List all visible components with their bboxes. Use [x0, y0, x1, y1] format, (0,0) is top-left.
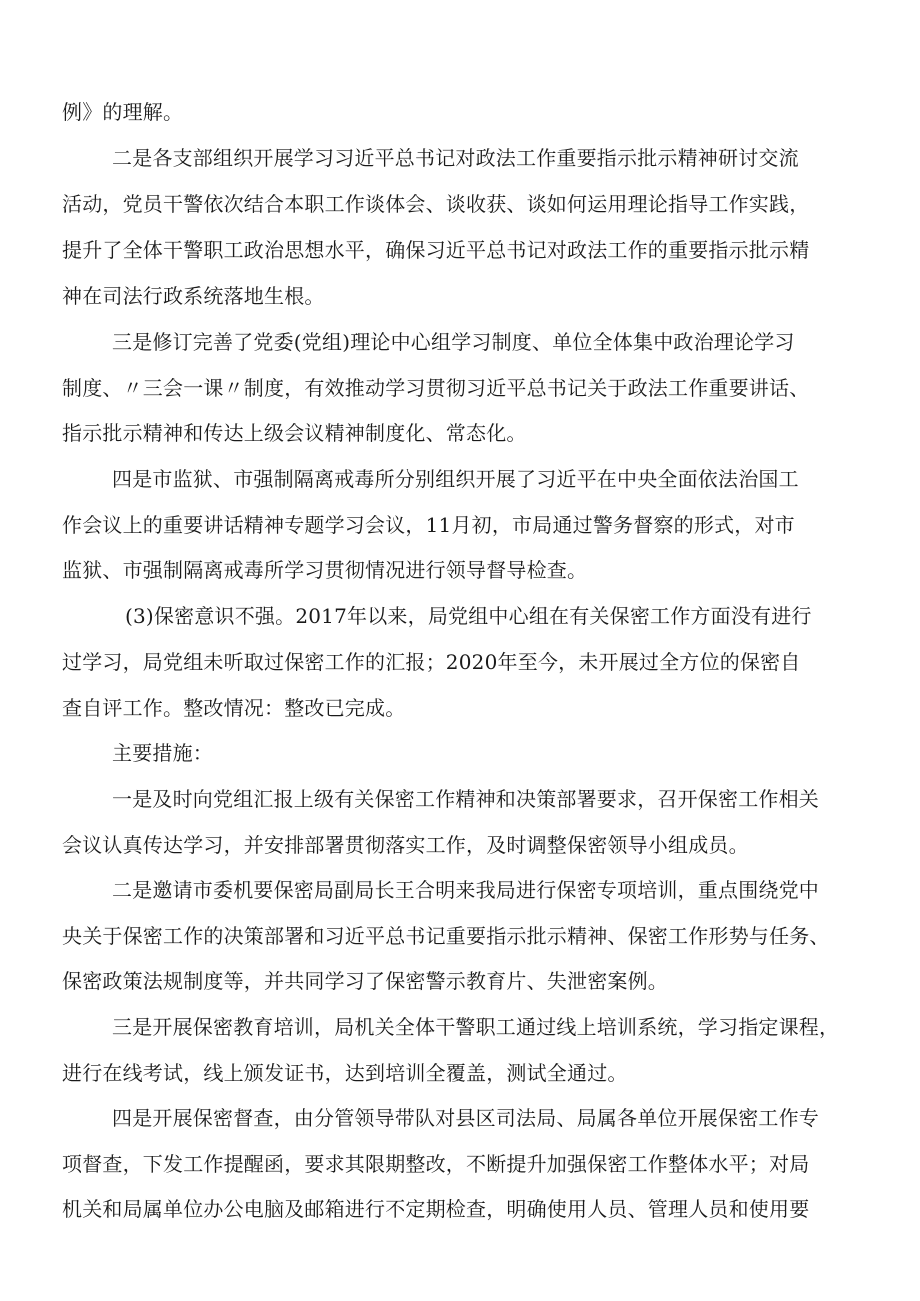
text-line: 四是市监狱、市强制隔离戒毒所分别组织开展了习近平在中央全面依法治国工 — [112, 467, 799, 491]
text-line: 主要措施： — [112, 741, 213, 765]
text-line: 指示批示精神和传达上级会议精神制度化、常态化。 — [62, 421, 527, 445]
text-line: 三是修订完善了党委(党组)理论中心组学习制度、单位全体集中政治理论学习 — [112, 330, 795, 354]
text-line: 二是邀请市委机要保密局副局长王合明来我局进行保密专项培训，重点围绕党中 — [112, 878, 819, 902]
text-line: 监狱、市强制隔离戒毒所学习贯彻情况进行领导督导检查。 — [62, 558, 588, 582]
text-line: (3)保密意识不强。2017年以来，局党组中心组在有关保密工作方面没有进行 — [125, 604, 812, 628]
text-line: 例》的理解。 — [62, 100, 184, 124]
text-line: 三是开展保密教育培训，局机关全体干警职工通过线上培训系统，学习指定课程， — [112, 1015, 840, 1039]
text-line: 四是开展保密督查，由分管领导带队对县区司法局、局属各单位开展保密工作专 — [112, 1106, 819, 1130]
text-line: 二是各支部组织开展学习习近平总书记对政法工作重要指示批示精神研讨交流 — [112, 146, 799, 170]
text-line: 央关于保密工作的决策部署和习近平总书记重要指示批示精神、保密工作形势与任务、 — [62, 924, 830, 948]
text-line: 项督查，下发工作提醒函，要求其限期整改，不断提升加强保密工作整体水平；对局 — [62, 1152, 810, 1176]
text-line: 机关和局属单位办公电脑及邮箱进行不定期检查，明确使用人员、管理人员和使用要 — [62, 1197, 810, 1221]
text-line: 制度、〃三会一课〃制度，有效推动学习贯彻习近平总书记关于政法工作重要讲话、 — [62, 376, 810, 400]
text-line: 进行在线考试，线上颁发证书，达到培训全覆盖，测试全通过。 — [62, 1061, 628, 1085]
text-line: 作会议上的重要讲话精神专题学习会议，11月初，市局通过警务督察的形式，对市 — [62, 513, 795, 537]
text-line: 活动，党员干警依次结合本职工作谈体会、谈收获、谈如何运用理论指导工作实践， — [62, 192, 810, 216]
text-line: 过学习，局党组未听取过保密工作的汇报；2020年至今，未开展过全方位的保密自 — [62, 650, 801, 674]
text-line: 保密政策法规制度等，并共同学习了保密警示教育片、失泄密案例。 — [62, 969, 668, 993]
text-line: 一是及时向党组汇报上级有关保密工作精神和决策部署要求，召开保密工作相关 — [112, 787, 819, 811]
text-line: 提升了全体干警职工政治思想水平，确保习近平总书记对政法工作的重要指示批示精 — [62, 238, 810, 262]
text-line: 查自评工作。整改情况：整改已完成。 — [62, 696, 406, 720]
text-line: 神在司法行政系统落地生根。 — [62, 284, 325, 308]
text-line: 会议认真传达学习，并安排部署贯彻落实工作，及时调整保密领导小组成员。 — [62, 833, 749, 857]
